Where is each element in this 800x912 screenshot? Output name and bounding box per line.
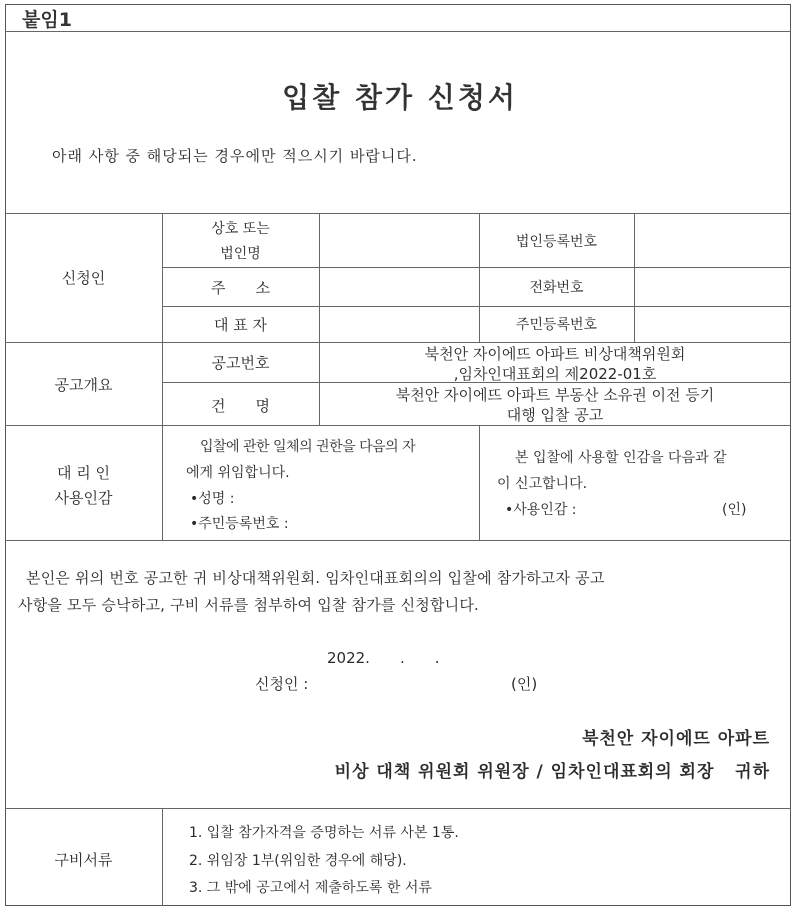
agent-section-label-2: 사용인감	[54, 489, 113, 507]
notice-number-line1: 북천안 자이에뜨 아파트 비상대책위원회	[424, 345, 686, 363]
divider	[162, 808, 163, 906]
notice-name-line1: 북천안 자이에뜨 아파트 부동산 소유권 이전 등기	[395, 386, 715, 404]
applicant-seal-mark: (인)	[511, 675, 538, 693]
representative-label: 대 표 자	[213, 316, 267, 334]
agent-delegation-text: 입찰에 관한 일체의 권한을 다음의 자	[200, 439, 416, 455]
date-text: 2022. . .	[327, 649, 440, 667]
seal-declaration-text-2: 이 신고합니다.	[497, 476, 588, 492]
agent-delegation-text-2: 에게 위임합니다.	[186, 465, 290, 481]
seal-mark: (인)	[722, 502, 747, 518]
address-field[interactable]	[320, 268, 478, 306]
phone-label: 전화번호	[529, 280, 584, 296]
recipient-line1: 북천안 자이에뜨 아파트	[581, 729, 770, 749]
divider	[5, 31, 791, 32]
company-name-label-2: 법인명	[220, 246, 261, 262]
declaration-line1: 본인은 위의 번호 공고한 귀 비상대책위원회. 임차인대표회의의 입찰에 참가하고자 공고	[26, 569, 605, 587]
notice-number-line2: ,임차인대표회의 제2022-01호	[453, 365, 657, 383]
document-item: 2. 위임장 1부(위임한 경우에 해당).	[189, 853, 407, 869]
seal-declaration-text: 본 입찰에 사용할 인감을 다음과 같	[515, 450, 727, 466]
seal-label: •사용인감 :	[505, 502, 577, 518]
corp-reg-number-field[interactable]	[635, 214, 790, 267]
corp-reg-number-label: 법인등록번호	[515, 234, 598, 250]
documents-section-label: 구비서류	[54, 851, 113, 869]
declaration-line2: 사항을 모두 승낙하고, 구비 서류를 첨부하여 입찰 참가를 신청합니다.	[18, 596, 480, 614]
applicant-signature-label: 신청인 :	[255, 675, 309, 693]
agent-name-label: •성명 :	[190, 491, 235, 507]
phone-field[interactable]	[635, 268, 790, 306]
notice-number-label: 공고번호	[211, 354, 270, 372]
divider	[5, 425, 791, 426]
notice-name-line2: 대행 입찰 공고	[506, 406, 604, 424]
document-item: 1. 입찰 참가자격을 증명하는 서류 사본 1통.	[189, 825, 459, 841]
page-title: 입찰 참가 신청서	[282, 81, 518, 114]
divider	[479, 425, 480, 540]
recipient-line2: 비상 대책 위원회 위원장 / 임차인대표회의 회장 귀하	[334, 762, 770, 782]
divider	[5, 808, 791, 809]
resident-reg-number-field[interactable]	[635, 307, 790, 342]
resident-reg-number-label: 주민등록번호	[515, 317, 598, 333]
document-item: 3. 그 밖에 공고에서 제출하도록 한 서류	[189, 880, 432, 896]
agent-section-label: 대 리 인	[56, 464, 110, 482]
intro-text: 아래 사항 중 해당되는 경우에만 적으시기 바랍니다.	[52, 147, 418, 165]
applicant-section-label: 신청인	[61, 269, 106, 287]
applicant-signature-field[interactable]	[330, 671, 500, 693]
notice-name-label: 건 명	[211, 397, 270, 415]
representative-field[interactable]	[320, 307, 478, 342]
attachment-label: 붙임1	[22, 9, 72, 31]
notice-section-label: 공고개요	[54, 376, 113, 394]
address-label: 주 소	[211, 279, 270, 297]
company-name-label: 상호 또는	[211, 221, 270, 237]
divider	[5, 540, 791, 541]
agent-id-label: •주민등록번호 :	[190, 516, 289, 532]
company-name-field[interactable]	[320, 214, 478, 267]
agent-name-field[interactable]	[260, 486, 460, 508]
agent-id-field[interactable]	[330, 511, 470, 533]
